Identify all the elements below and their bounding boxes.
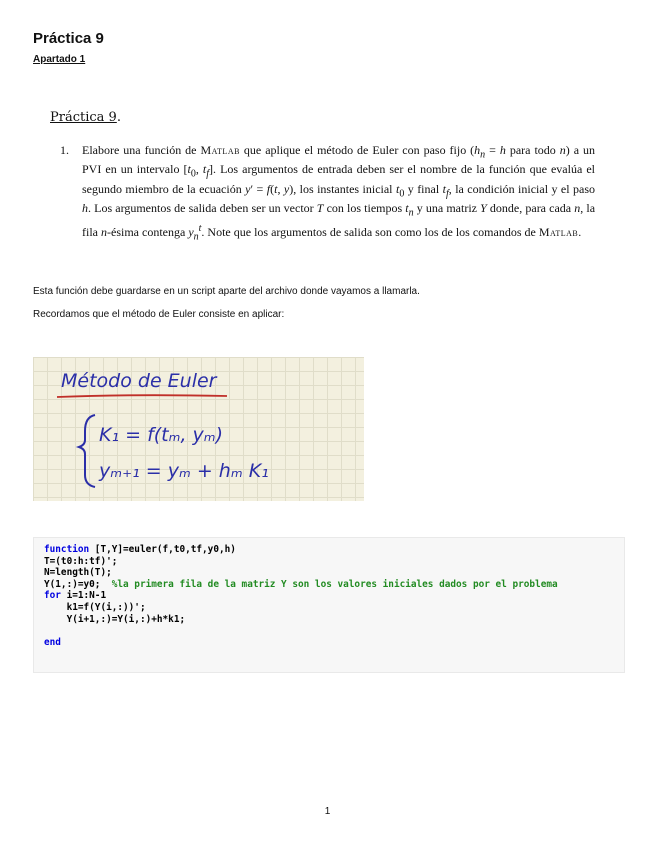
figure-equation-1: K₁ = f(tₘ, yₘ) <box>99 424 224 446</box>
figure-equation-2: yₘ₊₁ = yₘ + hₘ K₁ <box>99 460 269 482</box>
code-text: T=(t0:h:tf)'; <box>44 555 118 567</box>
code-keyword: function <box>44 544 90 555</box>
exercise-statement <box>60 143 595 244</box>
exercise-item-number: 1. <box>60 143 69 157</box>
euler-method-sketch <box>33 357 364 501</box>
exercise-heading-punct: . <box>116 110 121 125</box>
code-text: [T,Y]=euler(f,t0,tf,y0,h) <box>89 544 236 555</box>
title-underline <box>57 395 227 397</box>
code-line <box>44 637 624 649</box>
code-line <box>44 556 624 568</box>
code-line <box>44 567 624 579</box>
paragraph-script-note: Esta función debe guardarse en un script aparte del archivo donde vayamos a llamarla. <box>33 286 420 297</box>
code-line <box>44 544 624 556</box>
matlab-code-block <box>33 537 625 673</box>
paragraph-euler-intro: Recordamos que el método de Euler consiste en aplicar: <box>33 309 285 320</box>
code-line <box>44 614 624 626</box>
code-line <box>44 625 624 637</box>
code-line <box>44 590 624 602</box>
code-text: Y(i+1,:)=Y(i,:)+h*k1; <box>44 613 186 625</box>
page-title: Práctica 9 <box>33 30 104 47</box>
euler-method-handwritten-image <box>33 357 364 501</box>
exercise-heading-text: Práctica 9 <box>50 110 117 125</box>
code-text: N=length(T); <box>44 567 112 579</box>
code-keyword: for <box>44 590 61 602</box>
code-text: Y(1,:)=y0; <box>44 578 112 590</box>
code-comment: %la primera fila de la matriz Y son los valores iniciales dados por el problema <box>111 578 558 590</box>
section-subtitle: Apartado 1 <box>33 54 86 65</box>
figure-title: Método de Euler <box>61 370 217 392</box>
exercise-heading <box>50 110 121 125</box>
exercise-item-text: Elabore una función de Matlab que aplique el método de Euler con paso fijo ($h_n = h$ para todo n) a un PVI en un intervalo [$t_0$, $t_f$]. Los argumentos de entrada deben ser el nombre de la función que evalúa el segundo miembro de la ecuación y′ = f(t, y), los instantes inicial $t_0$ y final $t_f$, la condición inicial y el paso h. Los argumentos de salida deben ser un vector T con los tiempos $t_n$ y una matriz Y donde, para cada n, la fila n-ésima contenga $y_n^t$. Note que los argumentos de salida son como los de los comandos de Matlab. <box>82 143 596 242</box>
page-number: 1 <box>324 806 331 817</box>
brace-icon <box>79 415 95 487</box>
code-text: i=1:N-1 <box>60 590 107 602</box>
code-line <box>44 579 624 591</box>
code-line <box>44 602 624 614</box>
code-keyword: end <box>44 636 61 648</box>
code-text: k1=f(Y(i,:))'; <box>44 601 146 613</box>
